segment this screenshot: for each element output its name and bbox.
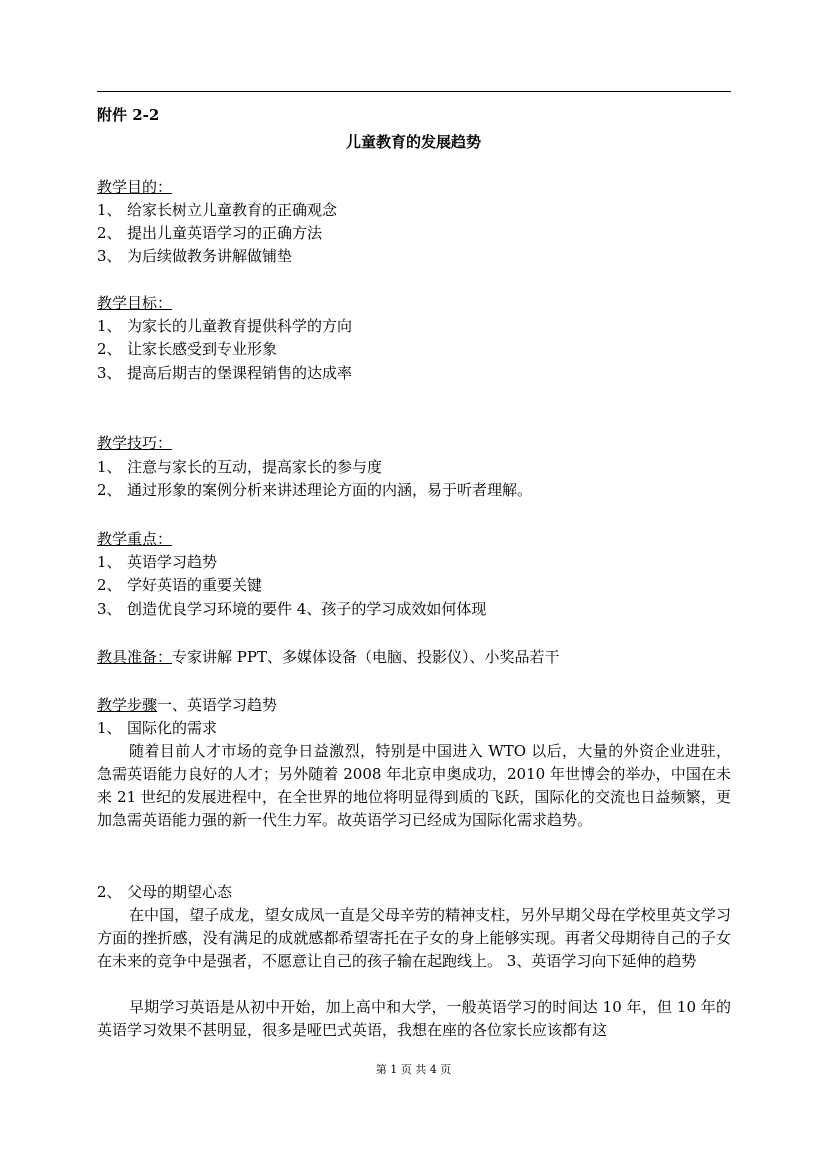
steps-paragraph-3: 早期学习英语是从初中开始，加上高中和大学，一般英语学习的时间达 10 年，但 10 年的英语学习效果不甚明显，很多是哑巴式英语，我想在座的各位家长应该都有这	[97, 998, 731, 1039]
attachment-label: 附件 2-2	[97, 106, 160, 124]
header-rule	[97, 91, 731, 92]
goal-heading: 教学目标：	[97, 294, 173, 312]
purpose-item: 3、 为后续做教务讲解做铺垫	[97, 247, 293, 265]
tools-text: 专家讲解 PPT、多媒体设备（电脑、投影仪）、小奖品若干	[172, 648, 560, 666]
steps-paragraph-2: 在中国，望子成龙，望女成凤一直是父母辛劳的精神支柱，另外早期父母在学校里英文学习方面的挫折感，没有满足的成就感都希望寄托在子女的身上能够实现。再者父母期待自己的子女在未来的竞争中是强者，不愿意让自己的孩子输在起跑线上。 3、英语学习向下延伸的趋势	[97, 906, 731, 970]
steps-heading-line	[97, 694, 277, 716]
purpose-item: 1、 给家长树立儿童教育的正确观念	[97, 201, 338, 219]
steps-subheading-1: 1、 国际化的需求	[97, 719, 218, 737]
steps-heading-rest: 一、英语学习趋势	[157, 696, 278, 714]
steps-subheading-2: 2、 父母的期望心态	[97, 883, 233, 901]
goal-item: 3、 提高后期吉的堡课程销售的达成率	[97, 364, 353, 382]
steps-heading: 教学步骤	[97, 696, 158, 714]
skills-item: 2、 通过形象的案例分析来讲述理论方面的内涵，易于听者理解。	[97, 481, 533, 499]
focus-heading: 教学重点：	[97, 530, 173, 548]
purpose-heading: 教学目的：	[97, 178, 173, 196]
goal-item: 1、 为家长的儿童教育提供科学的方向	[97, 317, 353, 335]
focus-item: 1、 英语学习趋势	[97, 553, 218, 571]
focus-item: 2、 学好英语的重要关键	[97, 576, 263, 594]
skills-item: 1、 注意与家长的互动，提高家长的参与度	[97, 458, 383, 476]
goal-item: 2、 让家长感受到专业形象	[97, 340, 278, 358]
tools-heading: 教具准备：	[97, 648, 173, 666]
purpose-item: 2、 提出儿童英语学习的正确方法	[97, 224, 323, 242]
focus-item: 3、 创造优良学习环境的要件 4、孩子的学习成效如何体现	[97, 600, 487, 618]
steps-paragraph-1: 随着目前人才市场的竞争日益激烈，特别是中国进入 WTO 以后，大量的外资企业进驻，急需英语能力良好的人才；另外随着 2008 年北京申奥成功，2010 年世博会的举办，中国在未来 21 世纪的发展进程中，在全世界的地位将明显得到质的飞跃，国际化的交流也日益频繁，更加急需英语能力强的新一代生力军。故英语学习已经成为国际化需求趋势。	[97, 742, 731, 829]
skills-heading: 教学技巧：	[97, 434, 173, 452]
tools-line	[97, 646, 559, 668]
page-footer: 第 1 页 共 4 页	[375, 1063, 452, 1076]
document-title: 儿童教育的发展趋势	[345, 133, 481, 151]
